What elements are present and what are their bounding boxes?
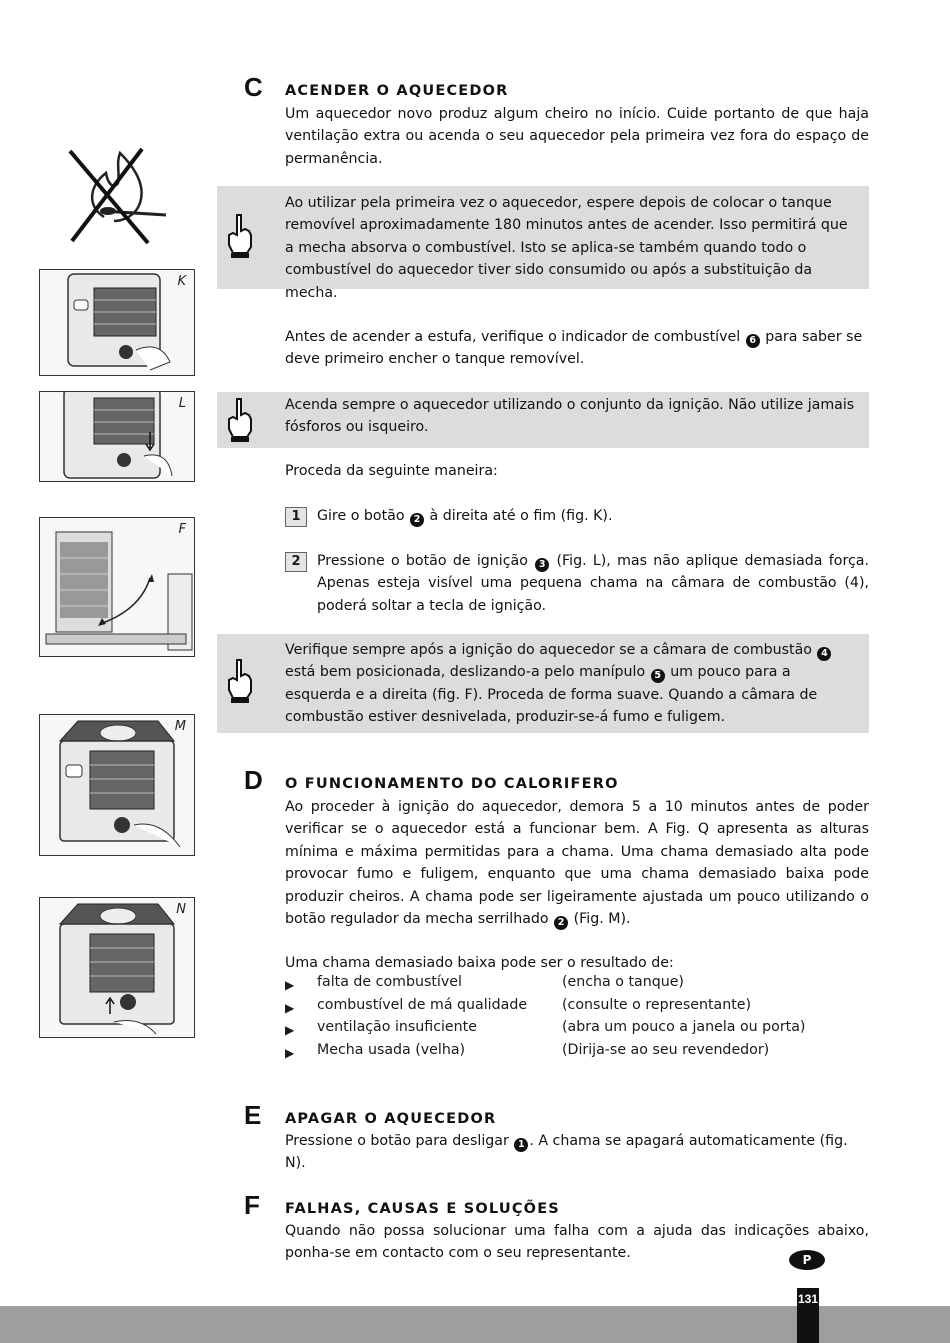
bullet-arrow-icon: ▶ [285, 1046, 295, 1060]
marker-4: 4 [817, 647, 831, 661]
figure-l [39, 391, 195, 482]
figure-f-label: F [178, 522, 186, 537]
combustion-chamber-illustration [40, 518, 194, 656]
pointing-hand-icon [225, 213, 255, 259]
low-flame-text: Uma chama demasiado baixa pode ser o resultado de: [285, 955, 674, 971]
section-d-body: Ao proceder à ignição do aquecedor, demora 5 a 10 minutos antes de poder verificar se o aquecedor está a funcionar bem. A Fig. Q apresenta as alturas mínima e máxima permitidas para a chama. Uma chama demasiado alta pode provocar fumo e fuligem, enquanto que uma chama demasiado baixa pode produzir cheiros. A chama pode ser ligeiramente ajustada um pouco utilizando o botão regulador da mecha serrilhado 2 (Fig. M). [285, 799, 869, 929]
pointing-hand-icon [225, 397, 255, 443]
step-2-text: Pressione o botão de ignição 3 (Fig. L), mas não aplique demasiada força. Apenas esteja visível uma pequena chama na câmara de combustão (4), poderá soltar a tecla de ignição. [317, 553, 869, 614]
section-heading-f: FALHAS, CAUSAS E SOLUÇÕES [285, 1201, 560, 1217]
figure-f [39, 517, 195, 657]
heater-illustration [40, 715, 194, 855]
remedy-text: (Dirija-se ao seu revendedor) [562, 1042, 770, 1058]
section-letter-e: E [244, 1100, 262, 1130]
cause-text: falta de combustível [317, 974, 462, 990]
marker-2: 2 [410, 513, 424, 527]
marker-2: 2 [554, 916, 568, 930]
section-letter-c: C [244, 72, 263, 102]
page-number: 131 [797, 1292, 819, 1306]
heater-illustration [40, 898, 194, 1037]
marker-5: 5 [651, 669, 665, 683]
bullet-arrow-icon: ▶ [285, 1001, 295, 1015]
bullet-arrow-icon: ▶ [285, 978, 295, 992]
section-e-body: Pressione o botão para desligar 1 . A chama se apagará automaticamente (fig. N). [285, 1133, 848, 1172]
fuel-check-text: Antes de acender a estufa, verifique o indicador de combustível 6 para saber se deve primeiro encher o tanque removível. [285, 329, 863, 368]
section-heading-c: ACENDER O AQUECEDOR [285, 83, 509, 99]
marker-6: 6 [746, 334, 760, 348]
section-heading-d: O FUNCIONAMENTO DO CALORIFERO [285, 776, 619, 792]
language-badge: P [789, 1250, 825, 1270]
heater-illustration [40, 270, 194, 375]
section-letter-d: D [244, 765, 263, 795]
note-chamber-position: Verifique sempre após a ignição do aquecedor se a câmara de combustão 4 está bem posicionada, deslizando-a pelo manípulo 5 um pouco para a esquerda e a direita (fig. F). Proceda de forma suave. Quando a câmara de combustão estiver desnivelada, produzir-se-á fumo e fuligem. [285, 639, 857, 729]
proceed-text: Proceda da seguinte maneira: [285, 463, 498, 479]
figure-m [39, 714, 195, 856]
figure-m-label: M [174, 719, 186, 734]
step-1-number: 1 [285, 507, 307, 527]
cause-text: ventilação insuficiente [317, 1019, 477, 1035]
cause-text: combustível de má qualidade [317, 997, 528, 1013]
step-1-text: Gire o botão 2 à direita até o fim (fig. K). [317, 508, 613, 525]
remedy-text: (encha o tanque) [562, 974, 684, 990]
figure-n-label: N [176, 902, 186, 917]
marker-1: 1 [514, 1138, 528, 1152]
section-f-body: Quando não possa solucionar uma falha com a ajuda das indicações abaixo, ponha-se em contacto com o seu representante. [285, 1223, 869, 1262]
no-open-flame-icon [64, 145, 170, 247]
section-heading-e: APAGAR O AQUECEDOR [285, 1111, 497, 1127]
figure-k-label: K [177, 274, 186, 289]
cause-text: Mecha usada (velha) [317, 1042, 466, 1058]
note-first-use: Ao utilizar pela primeira vez o aquecedor, espere depois de colocar o tanque removível aproximadamente 180 minutos antes de acender. Isso permitirá que a mecha absorva o combustível. Isto se aplica-se também quando todo o combustível do aquecedor tiver sido consumido ou após a substituição da mecha. [285, 195, 848, 301]
bullet-arrow-icon: ▶ [285, 1023, 295, 1037]
figure-l-label: L [178, 396, 186, 411]
remedy-text: (abra um pouco a janela ou porta) [562, 1019, 806, 1035]
step-2-number: 2 [285, 552, 307, 572]
heater-illustration [40, 392, 194, 481]
section-c-intro: Um aquecedor novo produz algum cheiro no início. Cuide portanto de que haja ventilação extra ou acenda o seu aquecedor pela primeira vez fora do espaço de permanência. [285, 106, 869, 167]
figure-k [39, 269, 195, 376]
pointing-hand-icon [225, 658, 255, 704]
figure-n [39, 897, 195, 1038]
marker-3: 3 [535, 558, 549, 572]
section-letter-f: F [244, 1190, 260, 1220]
note-ignition: Acenda sempre o aquecedor utilizando o conjunto da ignição. Não utilize jamais fósforos ou isqueiro. [285, 397, 855, 436]
remedy-text: (consulte o representante) [562, 997, 752, 1013]
